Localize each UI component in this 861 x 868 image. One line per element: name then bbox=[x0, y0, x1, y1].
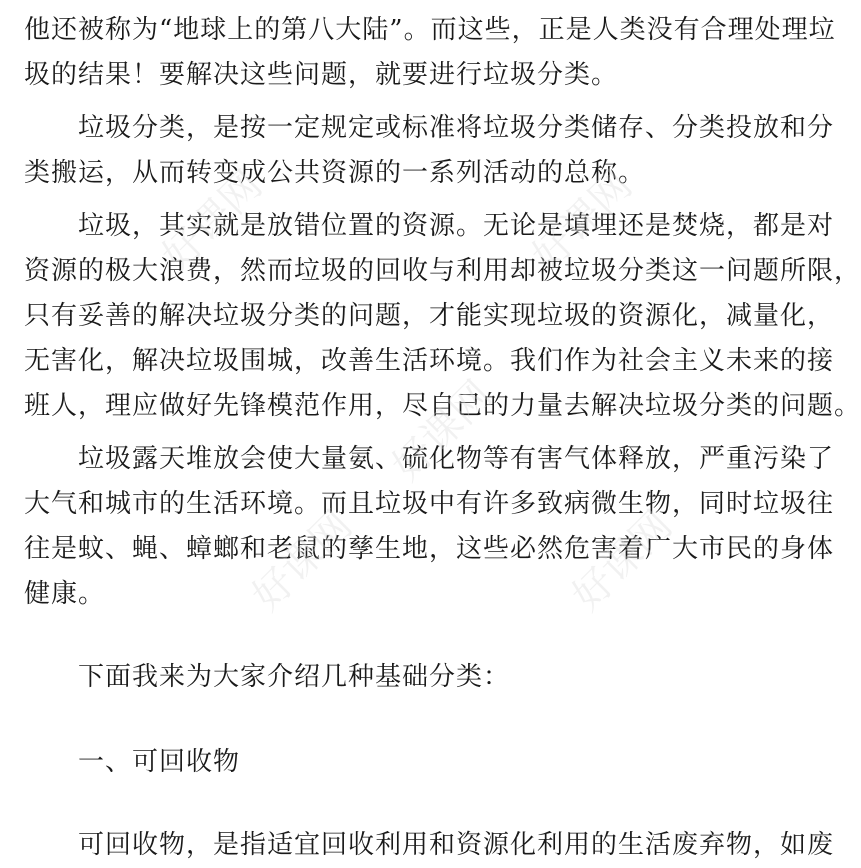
paragraph bbox=[24, 437, 835, 617]
text-line: 垃圾分类，是按一定规定或标准将垃圾分类储存、分类投放和分 bbox=[78, 113, 835, 143]
watermark: 好课网 bbox=[383, 372, 502, 490]
text-line: 资源的极大浪费，然而垃圾的回收与利用却被垃圾分类这一问题所限， bbox=[24, 256, 861, 286]
watermark: 好课网 bbox=[563, 502, 682, 620]
watermark: 好课网 bbox=[523, 162, 642, 280]
heading-text: 一、可回收物 bbox=[78, 747, 241, 777]
text-line: 只有妥善的解决垃圾分类的问题，才能实现垃圾的资源化，减量化， bbox=[24, 301, 835, 331]
text-line: 垃圾，其实就是放错位置的资源。无论是填埋还是焚烧，都是对 bbox=[78, 211, 835, 241]
text-line: 往是蚊、蝇、蟑螂和老鼠的孳生地，这些必然危害着广大市民的身体 bbox=[24, 534, 835, 564]
text-line: 可回收物，是指适宜回收利用和资源化利用的生活废弃物，如废 bbox=[78, 830, 835, 860]
paragraph bbox=[24, 655, 780, 700]
paragraph bbox=[24, 8, 836, 98]
text-line: 垃圾露天堆放会使大量氨、硫化物等有害气体释放，严重污染了 bbox=[78, 444, 835, 474]
text-line: 类搬运，从而转变成公共资源的一系列活动的总称。 bbox=[24, 158, 646, 188]
text-line: 无害化，解决垃圾围城，改善生活环境。我们作为社会主义未来的接 bbox=[24, 346, 835, 376]
text-line: 下面我来为大家介绍几种基础分类： bbox=[78, 662, 511, 692]
paragraph bbox=[24, 823, 835, 868]
document-body bbox=[24, 8, 861, 868]
paragraph bbox=[24, 204, 861, 429]
text-line: 他还被称为“地球上的第八大陆”。而这些，正是人类没有合理处理垃 bbox=[24, 15, 836, 45]
paragraph bbox=[24, 106, 835, 196]
text-line: 健康。 bbox=[24, 579, 106, 609]
section-heading bbox=[24, 740, 780, 785]
watermark: 好课网 bbox=[243, 502, 362, 620]
watermark: 好课网 bbox=[153, 162, 272, 280]
text-line: 圾的结果！要解决这些问题，就要进行垃圾分类。 bbox=[24, 60, 619, 90]
text-line: 大气和城市的生活环境。而且垃圾中有许多致病微生物，同时垃圾往 bbox=[24, 489, 835, 519]
text-line: 班人，理应做好先锋模范作用，尽自己的力量去解决垃圾分类的问题。 bbox=[24, 391, 861, 421]
